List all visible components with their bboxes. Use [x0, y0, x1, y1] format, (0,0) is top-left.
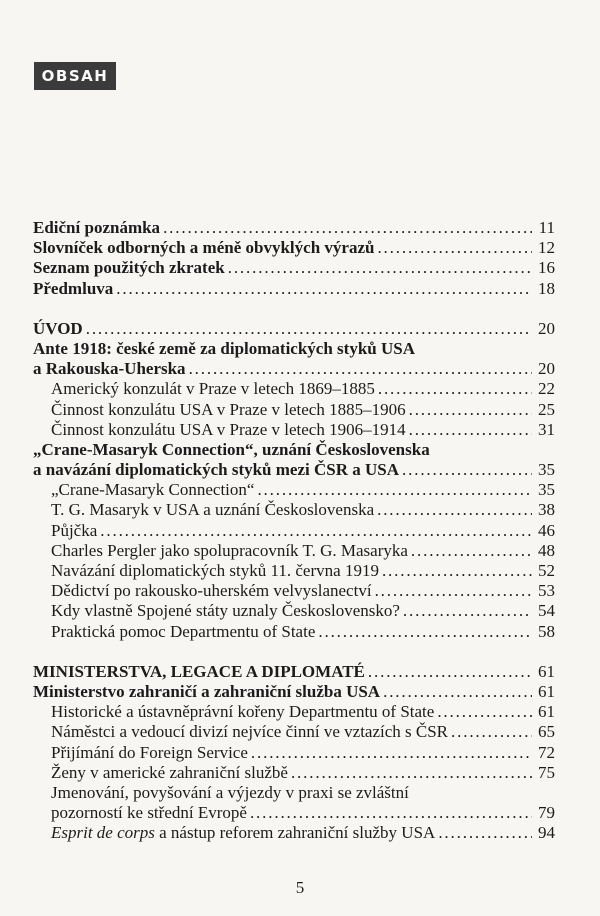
toc-entry	[33, 803, 555, 823]
toc-entry	[33, 743, 555, 763]
toc-entry-label: Ministerstvo zahraničí a zahraniční služba USA	[33, 681, 381, 701]
toc-dot-leader	[257, 480, 532, 500]
toc-entry	[33, 561, 555, 581]
toc-entry-label-rest: a nástup reforem zahraniční služby USA	[154, 823, 436, 843]
toc-page-number: 79	[538, 803, 555, 823]
toc-page-number: 54	[538, 601, 555, 621]
toc-dot-leader	[291, 763, 532, 783]
toc-dot-leader	[86, 319, 532, 339]
toc-dot-leader	[402, 460, 532, 480]
toc-page-number: 53	[538, 581, 555, 601]
toc-entry-label: Historické a ústavněprávní kořeny Departmentu of State	[51, 702, 435, 722]
toc-entry-label: ÚVOD	[33, 318, 83, 338]
toc-entry-label: Ediční poznámka	[33, 218, 161, 237]
toc-entry-label: Seznam použitých zkratek	[33, 258, 225, 278]
toc-entry-label: Ante 1918: české země za diplomatických styků USA	[33, 338, 415, 358]
toc-dot-leader	[163, 218, 532, 238]
toc-entry	[33, 783, 555, 803]
toc-dot-leader	[383, 682, 532, 702]
toc-entry	[33, 541, 555, 561]
toc-dot-leader	[250, 803, 532, 823]
toc-page-number: 72	[538, 742, 555, 762]
toc-page-number: 20	[538, 318, 555, 338]
toc-dot-leader	[116, 279, 532, 299]
toc-entry-label: Praktická pomoc Departmentu of State	[51, 621, 316, 641]
toc-entry-label: Činnost konzulátu USA v Praze v letech 1885–1906	[51, 399, 406, 419]
toc-entry	[33, 218, 555, 238]
toc-dot-leader	[409, 420, 532, 440]
toc-entry-label: Charles Pergler jako spolupracovník T. G. Masaryka	[51, 540, 408, 560]
toc-page-number: 65	[538, 722, 555, 742]
toc-entry	[33, 420, 555, 440]
toc-entry	[33, 238, 555, 258]
toc-entry	[33, 682, 555, 702]
toc-entry	[33, 763, 555, 783]
toc-dot-leader	[409, 400, 532, 420]
toc-entry	[33, 702, 555, 722]
toc-entry-label: „Crane-Masaryk Connection“	[51, 480, 255, 500]
toc-dot-leader	[318, 622, 532, 642]
toc-dot-leader	[189, 359, 532, 379]
toc-page-number: 18	[538, 278, 555, 298]
toc-page-number: 52	[538, 561, 555, 580]
toc-entry-label: Kdy vlastně Spojené státy uznaly Československo?	[51, 601, 400, 621]
toc-entry-label: Navázání diplomatických styků 11. června 1919	[51, 561, 379, 580]
toc-entry-label: pozorností ke střední Evropě	[51, 803, 247, 823]
toc-page-number: 35	[538, 460, 555, 480]
toc-page-number: 16	[538, 258, 555, 278]
toc-entry-label: T. G. Masaryk v USA a uznání Československa	[51, 500, 375, 520]
toc-entry	[33, 480, 555, 500]
toc-entry	[33, 581, 555, 601]
toc-page-number: 46	[538, 520, 555, 540]
toc-entry	[33, 279, 555, 299]
toc-page-number: 48	[538, 540, 555, 560]
toc-dot-leader	[411, 541, 532, 561]
toc-entry-label: MINISTERSTVA, LEGACE A DIPLOMATÉ	[33, 661, 365, 681]
toc-entry	[33, 823, 555, 843]
toc-entry-label: Ženy v americké zahraniční službě	[51, 762, 288, 782]
toc-entry-label-italic: Esprit de corps	[51, 823, 155, 843]
toc-page-number: 35	[538, 480, 555, 500]
table-of-contents	[33, 218, 555, 843]
toc-dot-leader	[368, 662, 532, 682]
toc-page-number: 58	[538, 621, 555, 641]
toc-page-number: 38	[538, 500, 555, 520]
page-number: 5	[295, 878, 305, 897]
toc-entry-label: Americký konzulát v Praze v letech 1869–1885	[51, 379, 375, 399]
toc-entry-label: Slovníček odborných a méně obvyklých výrazů	[33, 238, 375, 258]
toc-dot-leader	[377, 238, 532, 258]
toc-page-number: 61	[538, 681, 555, 701]
toc-dot-leader	[378, 379, 532, 399]
toc-entry	[33, 521, 555, 541]
toc-dot-leader	[228, 258, 532, 278]
toc-dot-leader	[100, 521, 532, 541]
toc-entry-label: Činnost konzulátu USA v Praze v letech 1906–1914	[51, 419, 406, 439]
section-heading: OBSAH	[34, 62, 116, 90]
toc-entry	[33, 359, 555, 379]
toc-entry-label: Jmenování, povyšování a výjezdy v praxi se zvláštní	[51, 782, 409, 802]
toc-entry-label: Předmluva	[33, 278, 114, 298]
toc-entry	[33, 400, 555, 420]
toc-entry-label: „Crane-Masaryk Connection“, uznání Československa	[33, 439, 430, 459]
toc-page-number: 94	[538, 823, 555, 843]
toc-dot-leader	[437, 702, 532, 722]
toc-dot-leader	[451, 722, 532, 742]
toc-page-number: 20	[538, 359, 555, 379]
toc-page-number: 61	[538, 661, 555, 681]
toc-entry	[33, 379, 555, 399]
toc-entry	[33, 601, 555, 621]
toc-entry-label: Půjčka	[51, 520, 98, 540]
toc-entry-label: Dědictví po rakousko-uherském velvyslanectví	[51, 581, 372, 601]
toc-dot-leader	[438, 823, 532, 843]
toc-page-number: 12	[538, 238, 555, 258]
toc-entry-label: Přijímání do Foreign Service	[51, 742, 248, 762]
toc-page-number: 75	[538, 762, 555, 782]
toc-entry	[33, 319, 555, 339]
toc-dot-leader	[382, 561, 532, 581]
toc-page-number: 31	[538, 419, 555, 439]
toc-entry-label	[51, 823, 435, 843]
toc-page-number: 22	[538, 379, 555, 399]
toc-entry-label: a Rakouska-Uherska	[33, 359, 186, 379]
toc-entry-label: a navázání diplomatických styků mezi ČSR a USA	[33, 460, 400, 480]
toc-dot-leader	[251, 743, 532, 763]
toc-entry-label: Náměstci a vedoucí divizí nejvíce činní ve vztazích s ČSR	[51, 722, 449, 742]
toc-entry	[33, 339, 555, 359]
toc-entry	[33, 662, 555, 682]
toc-entry	[33, 258, 555, 278]
toc-entry	[33, 460, 555, 480]
toc-dot-leader	[403, 601, 532, 621]
toc-entry	[33, 622, 555, 642]
toc-page-number: 25	[538, 399, 555, 419]
toc-page-number: 61	[538, 702, 555, 722]
toc-entry	[33, 722, 555, 742]
toc-page-number: 11	[538, 218, 555, 237]
toc-dot-leader	[375, 581, 532, 601]
toc-entry	[33, 500, 555, 520]
toc-entry	[33, 440, 555, 460]
toc-dot-leader	[377, 500, 532, 520]
